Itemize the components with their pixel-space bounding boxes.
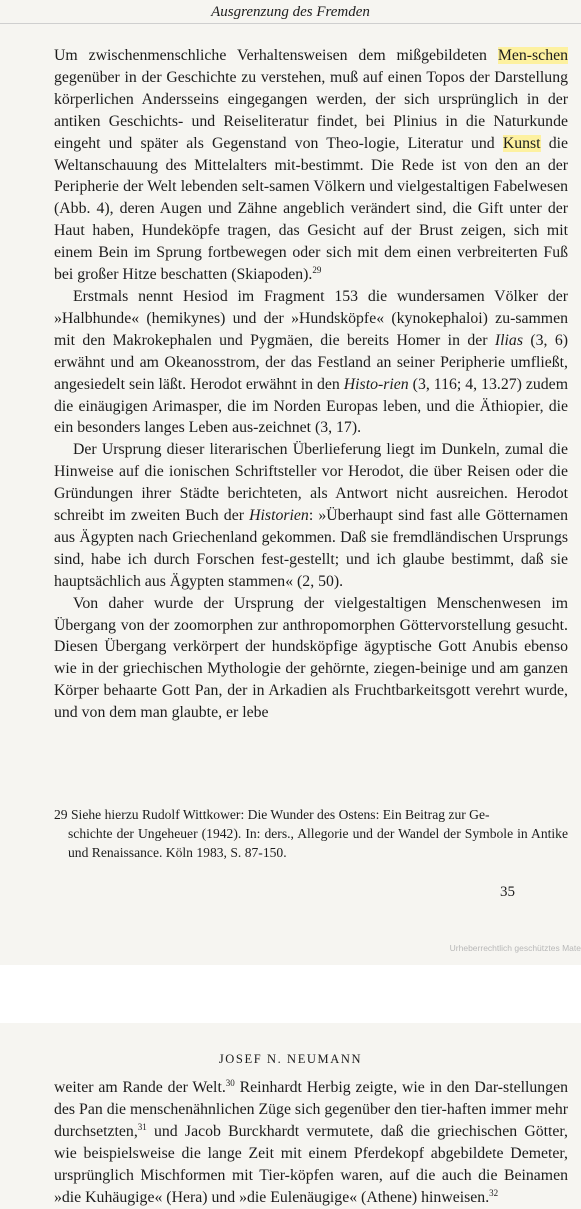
text-run: Der Ursprung dieser literarischen Überlieferung liegt im Dunkeln, zumal die Hinweise auf die ionischen Schriftsteller vor Herodot, die über Reisen oder die Gründungen ihrer Städte berichteten, als Antwort nicht ausreichen. Herodot schreibt im zweiten Buch der <box>54 441 568 525</box>
copyright-watermark: Urheberrechtlich geschütztes Mate <box>449 943 581 953</box>
text-run: Um zwischenmenschliche Verhaltensweisen dem mißgebildeten <box>54 47 498 64</box>
text-run: (3, 6) erwähnt und am Okeanosstrom, der das Festland an seiner Peripherie umfließt, angesiedelt sein läßt. Herodot erwähnt in den <box>54 331 568 393</box>
paragraph <box>54 45 568 286</box>
text-run: Von daher wurde der Ursprung der vielgestaltigen Menschenwesen im Übergang von der zoomorphen zur anthropomorphen Göttervorstellung gesucht. Diesen Übergang verkörpert der hundsköpfige ägyptische Gott Anubis ebenso wie in der griechischen Mythologie der gehörnte, ziegen-beinige und am ganzen Körper behaarte Gott Pan, der in Arkadien als Fruchtbarkeitsgott verehrt wurde, und von dem man glaubte, er lebe <box>54 594 568 722</box>
italic-title: Historien <box>249 507 309 525</box>
footnote-number: 29 <box>54 807 68 822</box>
footnote-ref: 29 <box>312 265 322 276</box>
highlighted-word: Men-schen <box>497 47 568 64</box>
footnote-ref: 32 <box>489 1188 499 1198</box>
running-head: Ausgrenzung des Fremden <box>0 4 581 24</box>
page-36 <box>0 1023 581 1206</box>
footnote-continuation: schichte der Ungeheuer (1942). In: ders., Allegorie und der Wandel der Symbole in Antike und Renaissance. Köln 1983, S. 87-150. <box>68 826 568 860</box>
italic-title: Histo-rien <box>343 375 409 393</box>
footnote-text: Siehe hierzu Rudolf Wittkower: Die Wunder des Ostens: Ein Beitrag zur Ge- <box>67 807 490 822</box>
paragraph <box>54 439 568 592</box>
paragraph <box>54 593 568 724</box>
body-text <box>54 1077 568 1209</box>
footnote-ref: 31 <box>137 1122 147 1132</box>
text-run: die Weltanschauung des Mittelalters mit-bestimmt. Die Rede ist von den an der Peripherie der Welt lebenden selt-samen Völkern und vielgestaltigen Fabelwesen (Abb. 4), deren Augen und Zähne angeblich verändert sind, die Gift unter der Haut haben, Hundeköpfe tragen, das Gesicht auf der Brust zeigen, sich mit einem Bein im Sprung fortbewegen oder sich mit dem einen verbreiterten Fuß bei großer Hitze beschatten (Skiapoden). <box>54 134 568 284</box>
page-number: 35 <box>500 884 515 900</box>
text-run: weiter am Rande der Welt. <box>54 1079 226 1096</box>
body-text <box>54 45 568 724</box>
text-run: Erstmals nennt Hesiod im Fragment 153 die wundersamen Völker der »Halbhunde« (hemikynes) und der »Hundsköpfe« (kynokephaloi) zu-sammen mit den Makrokephalen und Pygmäen, die bereits Homer in der <box>54 287 568 349</box>
text-run: Reinhardt Herbig zeigte, wie in den Dar-stellungen des Pan die menschenähnlichen Züge sich gegenüber den tier-haften immer mehr durchsetzten, <box>54 1079 568 1140</box>
italic-title: Ilias <box>494 331 523 349</box>
highlighted-word: Kunst <box>502 134 541 152</box>
text-run: und Jacob Burckhardt vermutete, daß die griechischen Götter, wie beispielsweise die lange Zeit mit einem Pferdekopf abgebildete Demeter, ursprünglich Mischformen mit Tier-köpfen waren, auf die auch die Beinamen »die Kuhäugige« (Hera) und »die Eulenäugige« (Athene) hinweisen. <box>54 1123 568 1206</box>
text-run: (3, 116; 4, 13.27) zudem die einäugigen Arimasper, die im Norden Europas leben, und die Äthiopier, die ein besonders langes Leben aus-zeichnet (3, 17). <box>54 375 568 437</box>
paragraph <box>54 1077 568 1209</box>
page-gap <box>0 965 581 1023</box>
author-running-head: JOSEF N. NEUMANN <box>218 1052 363 1066</box>
paragraph <box>54 286 568 439</box>
footnote-29 <box>54 805 568 862</box>
footnote-ref: 30 <box>225 1078 235 1088</box>
text-run: : »Überhaupt sind fast alle Götternamen aus Ägypten nach Griechenland gekommen. Daß sie fremdländischen Ursprungs sind, habe ich durch Forschen fest-gestellt; und ich glaube bestimmt, daß sie hauptsächlich aus Ägypten stammen« (2, 50). <box>54 507 568 590</box>
text-run: gegenüber in der Geschichte zu verstehen, muß auf einen Topos der Darstellung körperlichen Andersseins eingegangen werden, der sich ursprünglich in der antiken Geschichts- und Reiseliteratur findet, bei Plinius in die Naturkunde eingeht und später als Gegenstand von Theo-logie, Literatur und <box>54 68 568 152</box>
